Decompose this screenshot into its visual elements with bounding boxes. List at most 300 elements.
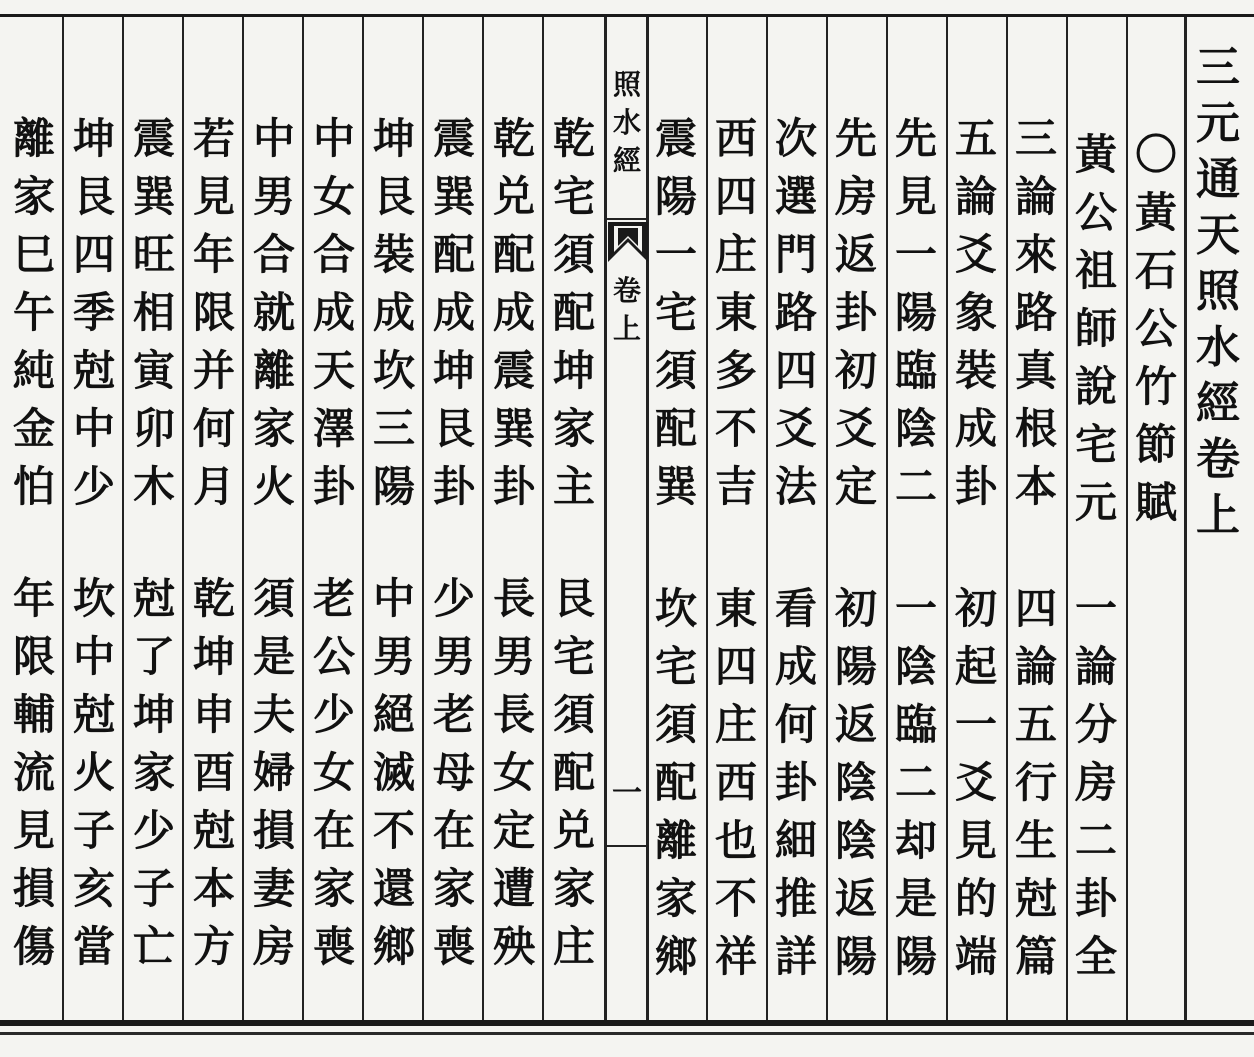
glyph: 起: [954, 642, 997, 691]
glyph: 中: [252, 114, 295, 163]
glyph: 天: [312, 346, 355, 395]
glyph: 男: [492, 632, 535, 681]
text-column: [126, 110, 182, 516]
glyph: 全: [1074, 932, 1117, 981]
text-column: [186, 570, 242, 976]
glyph: 路: [1014, 288, 1057, 337]
glyph: 成: [954, 404, 997, 453]
glyph: 東: [714, 584, 757, 633]
glyph: 的: [954, 874, 997, 923]
glyph: 黃: [1074, 130, 1117, 179]
glyph: 配: [654, 758, 697, 807]
column-rule: [542, 17, 544, 1020]
glyph: 成: [312, 288, 355, 337]
glyph: 推: [774, 874, 817, 923]
book-title-column: [1190, 40, 1246, 544]
glyph: 純: [12, 346, 55, 395]
center-fold-line: [606, 845, 648, 847]
glyph: 旺: [132, 230, 175, 279]
glyph: 女: [492, 748, 535, 797]
glyph: 何: [192, 404, 235, 453]
glyph: 卯: [132, 404, 175, 453]
center-title-text: [613, 66, 641, 180]
text-column: [768, 110, 824, 516]
glyph: 配: [552, 748, 595, 797]
folio-number: 一: [612, 776, 642, 811]
glyph: 不: [714, 404, 757, 453]
glyph: 離: [654, 816, 697, 865]
glyph: 月: [192, 462, 235, 511]
glyph: 乾: [192, 574, 235, 623]
glyph: 先: [894, 114, 937, 163]
column-rule: [182, 17, 184, 1020]
glyph: 竹: [1134, 362, 1177, 411]
text-column: [246, 570, 302, 976]
glyph: 配: [552, 288, 595, 337]
glyph: 次: [774, 114, 817, 163]
glyph: 中: [72, 404, 115, 453]
column-rule: [302, 17, 304, 1020]
glyph: 在: [312, 806, 355, 855]
glyph: 須: [552, 230, 595, 279]
glyph: 離: [12, 114, 55, 163]
glyph: 四: [714, 172, 757, 221]
glyph: 宅: [654, 288, 697, 337]
glyph: 尅: [1014, 874, 1057, 923]
glyph: 說: [1074, 362, 1117, 411]
glyph: 端: [954, 932, 997, 981]
glyph: 家: [654, 874, 697, 923]
glyph: 喪: [432, 922, 475, 971]
glyph: 巳: [12, 230, 55, 279]
glyph: 師: [1074, 304, 1117, 353]
glyph: 申: [192, 690, 235, 739]
glyph: 何: [774, 700, 817, 749]
text-column: [186, 110, 242, 516]
glyph: 照: [612, 68, 641, 101]
glyph: 并: [192, 346, 235, 395]
glyph: 限: [12, 632, 55, 681]
text-column: [948, 580, 1004, 986]
glyph: 房: [1074, 758, 1117, 807]
text-column: [1068, 126, 1124, 532]
column-rule: [62, 17, 64, 1020]
glyph: 相: [132, 288, 175, 337]
glyph: 臨: [894, 346, 937, 395]
glyph: 坤: [552, 346, 595, 395]
glyph: 中: [372, 574, 415, 623]
glyph: 方: [192, 922, 235, 971]
glyph: 四: [714, 642, 757, 691]
text-column: [546, 110, 602, 516]
glyph: 照: [1196, 266, 1240, 317]
glyph: 公: [1074, 188, 1117, 237]
bottom-border: [0, 1020, 1254, 1026]
glyph: 根: [1014, 404, 1057, 453]
glyph: 返: [834, 874, 877, 923]
glyph: 震: [432, 114, 475, 163]
bottom-border-thin: [0, 1032, 1254, 1035]
glyph: 家: [12, 172, 55, 221]
glyph: 老: [312, 574, 355, 623]
glyph: 尅: [132, 574, 175, 623]
column-rule: [242, 17, 244, 1020]
glyph: 配: [432, 230, 475, 279]
text-column: [426, 110, 482, 516]
glyph: 亥: [72, 864, 115, 913]
glyph: 家: [132, 748, 175, 797]
glyph: 卦: [312, 462, 355, 511]
text-column: [306, 570, 362, 976]
glyph: 宅: [552, 172, 595, 221]
glyph: 艮: [372, 172, 415, 221]
glyph: 一: [954, 700, 997, 749]
glyph: 殃: [492, 922, 535, 971]
glyph: 宅: [1074, 420, 1117, 469]
glyph: 坤: [72, 114, 115, 163]
glyph: 巽: [492, 404, 535, 453]
glyph: 定: [492, 806, 535, 855]
glyph: 陰: [834, 816, 877, 865]
glyph: 論: [1014, 172, 1057, 221]
text-column: [66, 570, 122, 976]
glyph: 鄉: [372, 922, 415, 971]
glyph: 節: [1134, 420, 1177, 469]
glyph: 子: [72, 806, 115, 855]
glyph: 若: [192, 114, 235, 163]
glyph: 金: [12, 404, 55, 453]
glyph: 火: [252, 462, 295, 511]
glyph: 坤: [192, 632, 235, 681]
glyph: 酉: [192, 748, 235, 797]
glyph: 喪: [312, 922, 355, 971]
glyph: 一: [894, 230, 937, 279]
glyph: 火: [72, 748, 115, 797]
glyph: 尅: [192, 806, 235, 855]
column-rule: [422, 17, 424, 1020]
glyph: 男: [432, 632, 475, 681]
glyph: 本: [1014, 462, 1057, 511]
text-column: [6, 570, 62, 976]
text-column: [948, 110, 1004, 516]
glyph: 定: [834, 462, 877, 511]
glyph: 東: [714, 288, 757, 337]
glyph: 陽: [894, 288, 937, 337]
glyph: 女: [312, 172, 355, 221]
glyph: 論: [954, 172, 997, 221]
glyph: 象: [954, 288, 997, 337]
text-column: [768, 580, 824, 986]
glyph: 震: [654, 114, 697, 163]
glyph: 來: [1014, 230, 1057, 279]
glyph: 坤: [372, 114, 415, 163]
glyph: 黃: [1134, 188, 1177, 237]
glyph: 年: [12, 574, 55, 623]
glyph: 本: [192, 864, 235, 913]
glyph: 裝: [372, 230, 415, 279]
glyph: 長: [492, 690, 535, 739]
text-column: [1008, 110, 1064, 516]
glyph: 震: [132, 114, 175, 163]
glyph: 初: [834, 584, 877, 633]
glyph: 坎: [72, 574, 115, 623]
glyph: 看: [774, 584, 817, 633]
glyph: 成: [492, 288, 535, 337]
glyph: 巽: [432, 172, 475, 221]
text-column: [708, 580, 764, 986]
glyph: 滅: [372, 748, 415, 797]
glyph: 流: [12, 748, 55, 797]
glyph: 裝: [954, 346, 997, 395]
glyph: 寅: [132, 346, 175, 395]
glyph: 成: [372, 288, 415, 337]
glyph: 巽: [654, 462, 697, 511]
glyph: 了: [132, 632, 175, 681]
glyph: 陽: [834, 642, 877, 691]
glyph: 輔: [12, 690, 55, 739]
glyph: 限: [192, 288, 235, 337]
glyph: 乾: [492, 114, 535, 163]
glyph: 成: [774, 642, 817, 691]
glyph: 母: [432, 748, 475, 797]
text-column: [648, 580, 704, 986]
glyph: 見: [192, 172, 235, 221]
glyph: 爻: [954, 758, 997, 807]
glyph: 臨: [894, 700, 937, 749]
text-column: [366, 110, 422, 516]
text-column: [486, 570, 542, 976]
glyph: 合: [312, 230, 355, 279]
glyph: 三: [1014, 114, 1057, 163]
glyph: 庄: [714, 230, 757, 279]
glyph: 經: [1196, 378, 1240, 429]
glyph: 吉: [714, 462, 757, 511]
glyph: 家: [432, 864, 475, 913]
glyph: 男: [372, 632, 415, 681]
glyph: 房: [252, 922, 295, 971]
glyph: 四: [1014, 584, 1057, 633]
text-column: [648, 110, 704, 516]
glyph: 公: [312, 632, 355, 681]
glyph: 離: [252, 346, 295, 395]
text-column: [426, 570, 482, 976]
glyph: 水: [612, 106, 641, 139]
glyph: 尅: [72, 346, 115, 395]
glyph: 不: [372, 806, 415, 855]
glyph: 篇: [1014, 932, 1057, 981]
text-column: [1128, 126, 1184, 532]
glyph: 家: [312, 864, 355, 913]
glyph: 震: [492, 346, 535, 395]
glyph: 天: [1196, 210, 1240, 261]
glyph: 卷: [612, 274, 641, 307]
glyph: 兑: [492, 172, 535, 221]
glyph: 二: [894, 758, 937, 807]
glyph: 年: [192, 230, 235, 279]
glyph: 四: [774, 346, 817, 395]
glyph: 宅: [654, 642, 697, 691]
glyph: 石: [1134, 246, 1177, 295]
glyph: 見: [954, 816, 997, 865]
column-rule: [122, 17, 124, 1020]
glyph: 三: [372, 404, 415, 453]
glyph: 初: [954, 584, 997, 633]
glyph: 須: [552, 690, 595, 739]
center-fold-line: [606, 218, 648, 220]
glyph: 男: [252, 172, 295, 221]
glyph: 少: [132, 806, 175, 855]
glyph: 元: [1074, 478, 1117, 527]
glyph: 卷: [1196, 434, 1240, 485]
glyph: 一: [654, 230, 697, 279]
glyph: 絕: [372, 690, 415, 739]
volume-text: [613, 272, 641, 348]
glyph: 也: [714, 816, 757, 865]
glyph: 真: [1014, 346, 1057, 395]
glyph: 陰: [894, 642, 937, 691]
glyph: 見: [12, 806, 55, 855]
text-column: [1008, 580, 1064, 986]
glyph: 祥: [714, 932, 757, 981]
glyph: 老: [432, 690, 475, 739]
glyph: 卦: [432, 462, 475, 511]
glyph: 分: [1074, 700, 1117, 749]
glyph: 坤: [132, 690, 175, 739]
glyph: 上: [612, 312, 641, 345]
glyph: 坎: [372, 346, 415, 395]
glyph: 論: [1074, 642, 1117, 691]
column-rule: [482, 17, 484, 1020]
glyph: 卦: [1074, 874, 1117, 923]
glyph: 三: [1196, 42, 1240, 93]
glyph: 澤: [312, 404, 355, 453]
glyph: 就: [252, 288, 295, 337]
glyph: 西: [714, 114, 757, 163]
glyph: 陽: [834, 932, 877, 981]
glyph: 陰: [894, 404, 937, 453]
glyph: 五: [1014, 700, 1057, 749]
glyph: 門: [774, 230, 817, 279]
glyph: 法: [774, 462, 817, 511]
glyph: 午: [12, 288, 55, 337]
glyph: 祖: [1074, 246, 1117, 295]
text-column: [828, 110, 884, 516]
text-column: [366, 570, 422, 976]
column-rule: [1184, 17, 1187, 1020]
glyph: 房: [834, 172, 877, 221]
text-column: [246, 110, 302, 516]
glyph: 一: [1074, 584, 1117, 633]
glyph: 還: [372, 864, 415, 913]
glyph: 經: [612, 144, 641, 177]
glyph: 是: [894, 874, 937, 923]
glyph: 初: [834, 346, 877, 395]
text-column: [1068, 580, 1124, 986]
glyph: 當: [72, 922, 115, 971]
glyph: 艮: [552, 574, 595, 623]
glyph: 家: [552, 864, 595, 913]
glyph: 鄉: [654, 932, 697, 981]
text-column: [66, 110, 122, 516]
glyph: 婦: [252, 748, 295, 797]
column-rule: [362, 17, 364, 1020]
glyph: 生: [1014, 816, 1057, 865]
glyph: 返: [834, 230, 877, 279]
glyph: 宅: [552, 632, 595, 681]
glyph: 不: [714, 874, 757, 923]
glyph: 陽: [654, 172, 697, 221]
fishtail-mark: [608, 222, 648, 262]
glyph: 尅: [72, 690, 115, 739]
text-column: [828, 580, 884, 986]
glyph: 坤: [432, 346, 475, 395]
glyph: 木: [132, 462, 175, 511]
glyph: 少: [432, 574, 475, 623]
glyph: 少: [312, 690, 355, 739]
glyph: 兑: [552, 806, 595, 855]
glyph: 通: [1196, 154, 1240, 205]
glyph: 是: [252, 632, 295, 681]
glyph: 女: [312, 748, 355, 797]
glyph: 卦: [834, 288, 877, 337]
glyph: 細: [774, 816, 817, 865]
glyph: 坎: [654, 584, 697, 633]
glyph: 卦: [774, 758, 817, 807]
glyph: 損: [12, 864, 55, 913]
glyph: 見: [894, 172, 937, 221]
glyph: 妻: [252, 864, 295, 913]
glyph: 公: [1134, 304, 1177, 353]
glyph: 二: [1074, 816, 1117, 865]
glyph: 〇: [1134, 130, 1177, 179]
text-column: [126, 570, 182, 976]
glyph: 艮: [432, 404, 475, 453]
glyph: 主: [552, 462, 595, 511]
glyph: 家: [252, 404, 295, 453]
glyph: 卦: [492, 462, 535, 511]
glyph: 配: [654, 404, 697, 453]
glyph: 路: [774, 288, 817, 337]
glyph: 行: [1014, 758, 1057, 807]
glyph: 巽: [132, 172, 175, 221]
center-book-title: [607, 66, 647, 180]
glyph: 乾: [552, 114, 595, 163]
glyph: 元: [1196, 98, 1240, 149]
glyph: 亡: [132, 922, 175, 971]
glyph: 一: [894, 584, 937, 633]
glyph: 庄: [552, 922, 595, 971]
glyph: 長: [492, 574, 535, 623]
glyph: 在: [432, 806, 475, 855]
glyph: 庄: [714, 700, 757, 749]
glyph: 夫: [252, 690, 295, 739]
glyph: 季: [72, 288, 115, 337]
glyph: 家: [552, 404, 595, 453]
glyph: 四: [72, 230, 115, 279]
text-column: [708, 110, 764, 516]
glyph: 先: [834, 114, 877, 163]
text-column: [888, 580, 944, 986]
glyph: 配: [492, 230, 535, 279]
glyph: 西: [714, 758, 757, 807]
glyph: 怕: [12, 462, 55, 511]
glyph: 子: [132, 864, 175, 913]
glyph: 返: [834, 700, 877, 749]
glyph: 二: [894, 462, 937, 511]
glyph: 須: [654, 700, 697, 749]
glyph: 水: [1196, 322, 1240, 373]
glyph: 爻: [774, 404, 817, 453]
